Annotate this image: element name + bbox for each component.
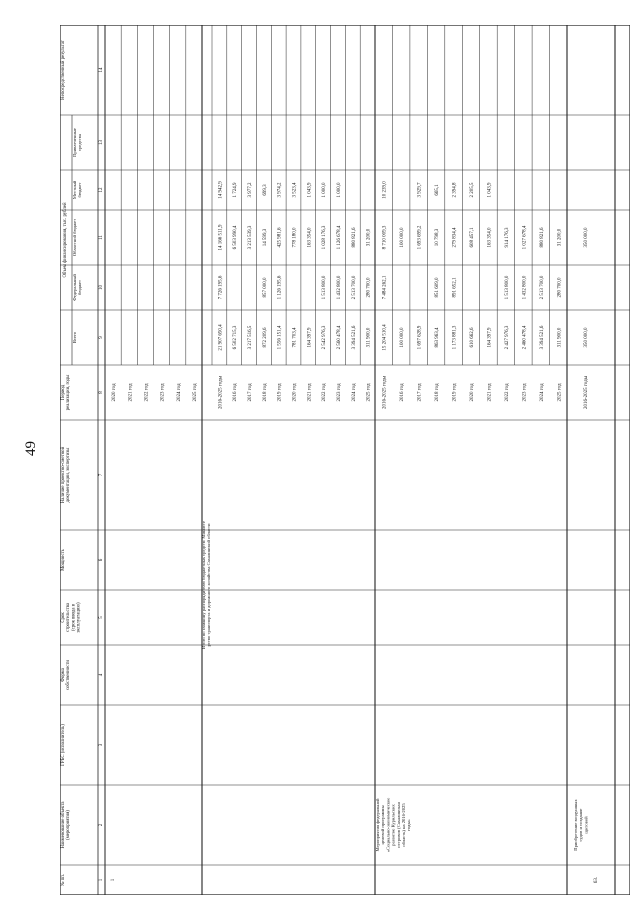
block3-name: целевой программы — [380, 805, 386, 845]
header-term: Срок — [61, 612, 66, 623]
block4-regional: 350 000,0 — [584, 227, 589, 248]
block2-row-regional: 1 126 678,4 — [336, 225, 342, 250]
block2-row-regional: 163 354,0 — [307, 227, 313, 248]
header-term: строительства — [66, 602, 72, 633]
block2-row-regional: 14 599,3 — [262, 228, 268, 247]
block3-name: область) на 2016-2025 — [401, 803, 406, 847]
block3-row-federal: 891 652,1 — [452, 277, 458, 298]
block2-row-period: 2022 год — [322, 383, 328, 402]
block2-row-local: 1 000,0 — [322, 182, 328, 198]
block2-row-period: 2025 год — [366, 383, 372, 402]
block2-row-period: 2021 год — [307, 383, 313, 402]
block2-row-regional: 1 028 176,3 — [322, 225, 328, 250]
block2-row-local: 1 043,9 — [307, 182, 313, 198]
table-text — [60, 39, 599, 886]
header-local: Местный — [72, 180, 77, 200]
block2-row-local: 1 724,9 — [233, 182, 239, 198]
block3-row-federal: 2 513 700,0 — [539, 275, 545, 300]
block2-row-period: 2023 год — [336, 383, 342, 402]
block3-row-period: 2019 год — [452, 383, 458, 402]
block3-row-regional: 880 821,6 — [539, 227, 545, 248]
column-number-10: 10 — [99, 285, 104, 290]
header-federal: Федеральный — [72, 274, 77, 301]
block3-row-local: 3 929,7 — [417, 182, 423, 198]
block4-name: щитовой — [583, 816, 589, 834]
block1-year: 2020 год — [112, 383, 118, 402]
header-period: реализации, годы — [66, 374, 72, 411]
column-number-11: 11 — [99, 235, 104, 240]
header-name: Наименование объекта — [61, 801, 66, 849]
block3-row-regional: 10 798,3 — [435, 228, 441, 247]
block2-row-regional: 6 503 990,4 — [233, 225, 239, 250]
block2-row-total: 2 560 478,4 — [336, 325, 342, 350]
block2-row-local: 3 523,4 — [292, 182, 298, 198]
header-docs: документации, экспертизы — [66, 447, 72, 503]
block3-row-period: 2021 год — [487, 383, 493, 402]
block2-row-regional: 31 200,0 — [366, 228, 372, 247]
block2-row-total: 872 209,6 — [262, 327, 268, 348]
block3-name: развитие Курильских — [390, 804, 396, 846]
column-number-9: 9 — [99, 336, 104, 339]
block1-year: 2023 год — [160, 383, 166, 402]
block3-row-regional: 31 200,0 — [557, 228, 563, 247]
header-grbs: ГРБС (исполнитель) — [61, 724, 66, 766]
block3-row-total: 2 427 976,3 — [504, 325, 510, 350]
block3-row-regional: 100 000,0 — [400, 227, 406, 248]
block2-row-regional: 14 166 511,9 — [218, 224, 224, 251]
block3-row-total: 100 000,0 — [400, 327, 406, 348]
block3-row-period: 2023 год — [522, 383, 528, 402]
block3-row-local: 1 043,9 — [487, 182, 493, 198]
block2-row-period: 2020 год — [292, 383, 298, 402]
block1-year: 2025 год — [192, 383, 198, 402]
header-capacity: Мощность — [61, 549, 66, 571]
block2-row-federal: 1 126 195,6 — [277, 275, 283, 300]
block2-row-local: 3 974,2 — [277, 182, 283, 198]
header-term: (срок ввода в — [71, 604, 77, 631]
header-term: эксплуатацию) — [76, 602, 82, 633]
block2-row-federal: 7 726 195,6 — [218, 275, 224, 300]
block2-row-local: 14 942,9 — [218, 181, 224, 199]
block2-row-regional: 778 180,0 — [292, 227, 298, 248]
block2-row-period: 2016 год — [233, 383, 239, 402]
block3-row-period: 2020 год — [470, 383, 475, 402]
block2-row-federal: 2 513 700,0 — [351, 275, 357, 300]
block3-row-regional: 1 027 678,4 — [522, 225, 528, 250]
block3-row-period: 2022 год — [504, 383, 510, 402]
block3-name: Мероприятия федеральной — [375, 798, 380, 852]
block1-year: 2021 год — [128, 383, 134, 402]
block3-row-total: 610 662,6 — [470, 327, 475, 348]
block3-row-total: 1 697 628,9 — [417, 325, 423, 350]
block3-row-regional: 914 176,3 — [504, 227, 510, 248]
block3-row-federal: 1 513 800,0 — [504, 275, 510, 300]
block3-row-local: 2 394,8 — [452, 182, 458, 198]
block2-row-period: 2017 год — [248, 383, 254, 402]
block3-row-period: 2016-2025 годы — [382, 375, 388, 410]
block3-row-total: 3 394 521,6 — [539, 325, 545, 350]
block3-row-federal: 1 432 800,0 — [522, 275, 528, 300]
column-number-1: 1 — [99, 878, 104, 882]
block2-row-total: 6 502 715,3 — [233, 325, 239, 350]
column-number-4: 4 — [99, 673, 104, 677]
block3-row-federal: 280 700,0 — [557, 277, 563, 298]
block2-row-total: 1 556 151,4 — [277, 325, 283, 350]
block2-row-total: 2 542 976,3 — [322, 325, 328, 350]
block3-row-federal: 7 484 262,1 — [382, 275, 388, 300]
block3-row-period: 2024 год — [539, 383, 545, 402]
header-total: Всего — [72, 331, 77, 344]
block2-row-period: 2019 год — [277, 383, 283, 402]
rotated-finance-table — [60, 25, 630, 895]
block3-row-local: 10 239,0 — [382, 181, 388, 199]
block4-number: 63. — [594, 876, 599, 884]
block3-name: «Социально-экономическое — [385, 797, 391, 853]
block2-row-federal: 1 513 800,0 — [322, 275, 328, 300]
block2-row-local: 699,3 — [262, 184, 268, 196]
block2-row-total: 3 394 521,6 — [351, 325, 357, 350]
block2-row-period: 2016-2025 годы — [218, 375, 224, 410]
block2-row-federal: 857 000,0 — [262, 277, 268, 298]
header-docs: Наличие проектно-сметной — [61, 446, 66, 504]
block2-heading: Итого по главному распорядителю бюджетных средств: Министе — [201, 521, 206, 649]
block3-row-total: 2 460 478,4 — [522, 325, 528, 350]
block3-row-total: 311 900,0 — [557, 327, 563, 348]
header-no: № пп. — [61, 873, 66, 887]
block3-row-period: 2018 год — [435, 383, 441, 402]
column-number-6: 6 — [99, 558, 104, 562]
block4-name: судов и создание — [578, 808, 584, 842]
header-private: средства — [77, 134, 82, 151]
block2-row-total: 781 703,4 — [292, 327, 298, 348]
header-period: Период — [61, 384, 66, 401]
header-local: бюджет — [77, 182, 82, 198]
block2-row-total: 3 217 516,5 — [248, 325, 254, 350]
block2-row-regional: 425 981,6 — [277, 227, 283, 248]
header-finance-group: Объем финансирования, тыс. рублей — [63, 202, 68, 278]
block2-row-regional: 3 213 539,3 — [248, 225, 254, 250]
block3-row-local: 665,1 — [435, 184, 441, 196]
header-name: (мероприятия) — [66, 810, 72, 840]
block2-row-federal: 1 432 800,0 — [336, 275, 342, 300]
block3-name: островов (Сахалинская — [395, 802, 401, 848]
column-number-2: 2 — [99, 823, 104, 827]
block4-name: Приобретение воздушных — [573, 799, 578, 851]
block2-heading: рство транспорта и дорожного хозяйства Сахалинской области — [206, 523, 211, 647]
block3-row-period: 2025 год — [557, 383, 563, 402]
header-regional: Областной бюджет — [72, 218, 77, 257]
block2-row-total: 311 900,0 — [366, 327, 372, 348]
header-federal: бюджет — [77, 279, 82, 296]
block3-row-federal: 851 609,0 — [435, 277, 441, 298]
header-form: Форма — [61, 668, 66, 682]
page-number: 49 — [23, 441, 39, 456]
block3-row-local: 2 205,5 — [470, 182, 475, 198]
block2-row-total: 21 907 650,4 — [218, 324, 224, 351]
block3-row-period: 2016 год — [400, 383, 406, 402]
block1-year: 2022 год — [144, 383, 150, 402]
block3-row-total: 15 204 510,4 — [382, 324, 388, 351]
block1-year: 2024 год — [176, 383, 182, 402]
block2-row-period: 2018 год — [262, 383, 268, 402]
table-grid — [60, 25, 630, 895]
document-table — [60, 25, 630, 895]
block2-row-total: 164 397,9 — [307, 327, 313, 348]
column-number-12: 12 — [99, 187, 104, 193]
block3-row-regional: 1 693 699,2 — [417, 225, 423, 250]
block3-name: годы» — [406, 819, 412, 831]
block2-row-federal: 280 700,0 — [366, 277, 372, 298]
block3-row-regional: 608 457,1 — [470, 227, 475, 248]
column-number-5: 5 — [99, 616, 104, 619]
block3-row-period: 2017 год — [417, 383, 423, 402]
row-number: 1 — [111, 878, 116, 882]
column-number-14: 14 — [99, 67, 104, 73]
column-number-8: 8 — [99, 391, 104, 394]
header-result: Непосредственный результат — [61, 40, 66, 100]
block3-row-regional: 279 834,4 — [452, 227, 458, 248]
header-private: Привлеченные — [72, 128, 77, 157]
header-form: собственности — [66, 659, 72, 691]
block3-row-total: 164 397,9 — [487, 327, 493, 348]
column-number-13: 13 — [99, 140, 104, 145]
column-number-7: 7 — [99, 473, 104, 477]
block2-row-period: 2024 год — [351, 383, 357, 402]
block3-row-regional: 163 354,0 — [487, 227, 493, 248]
column-number-3: 3 — [99, 743, 104, 747]
block4-period: 2016-2025 годы — [584, 375, 589, 410]
block2-row-regional: 880 821,6 — [351, 227, 357, 248]
block2-row-local: 3 977,2 — [248, 182, 254, 198]
block4-total: 350 000,0 — [584, 327, 589, 348]
block3-row-total: 1 173 881,3 — [452, 325, 458, 350]
block3-row-total: 863 963,4 — [435, 327, 441, 348]
block2-row-local: 1 000,0 — [336, 182, 342, 198]
block3-row-regional: 8 710 009,3 — [382, 225, 388, 250]
